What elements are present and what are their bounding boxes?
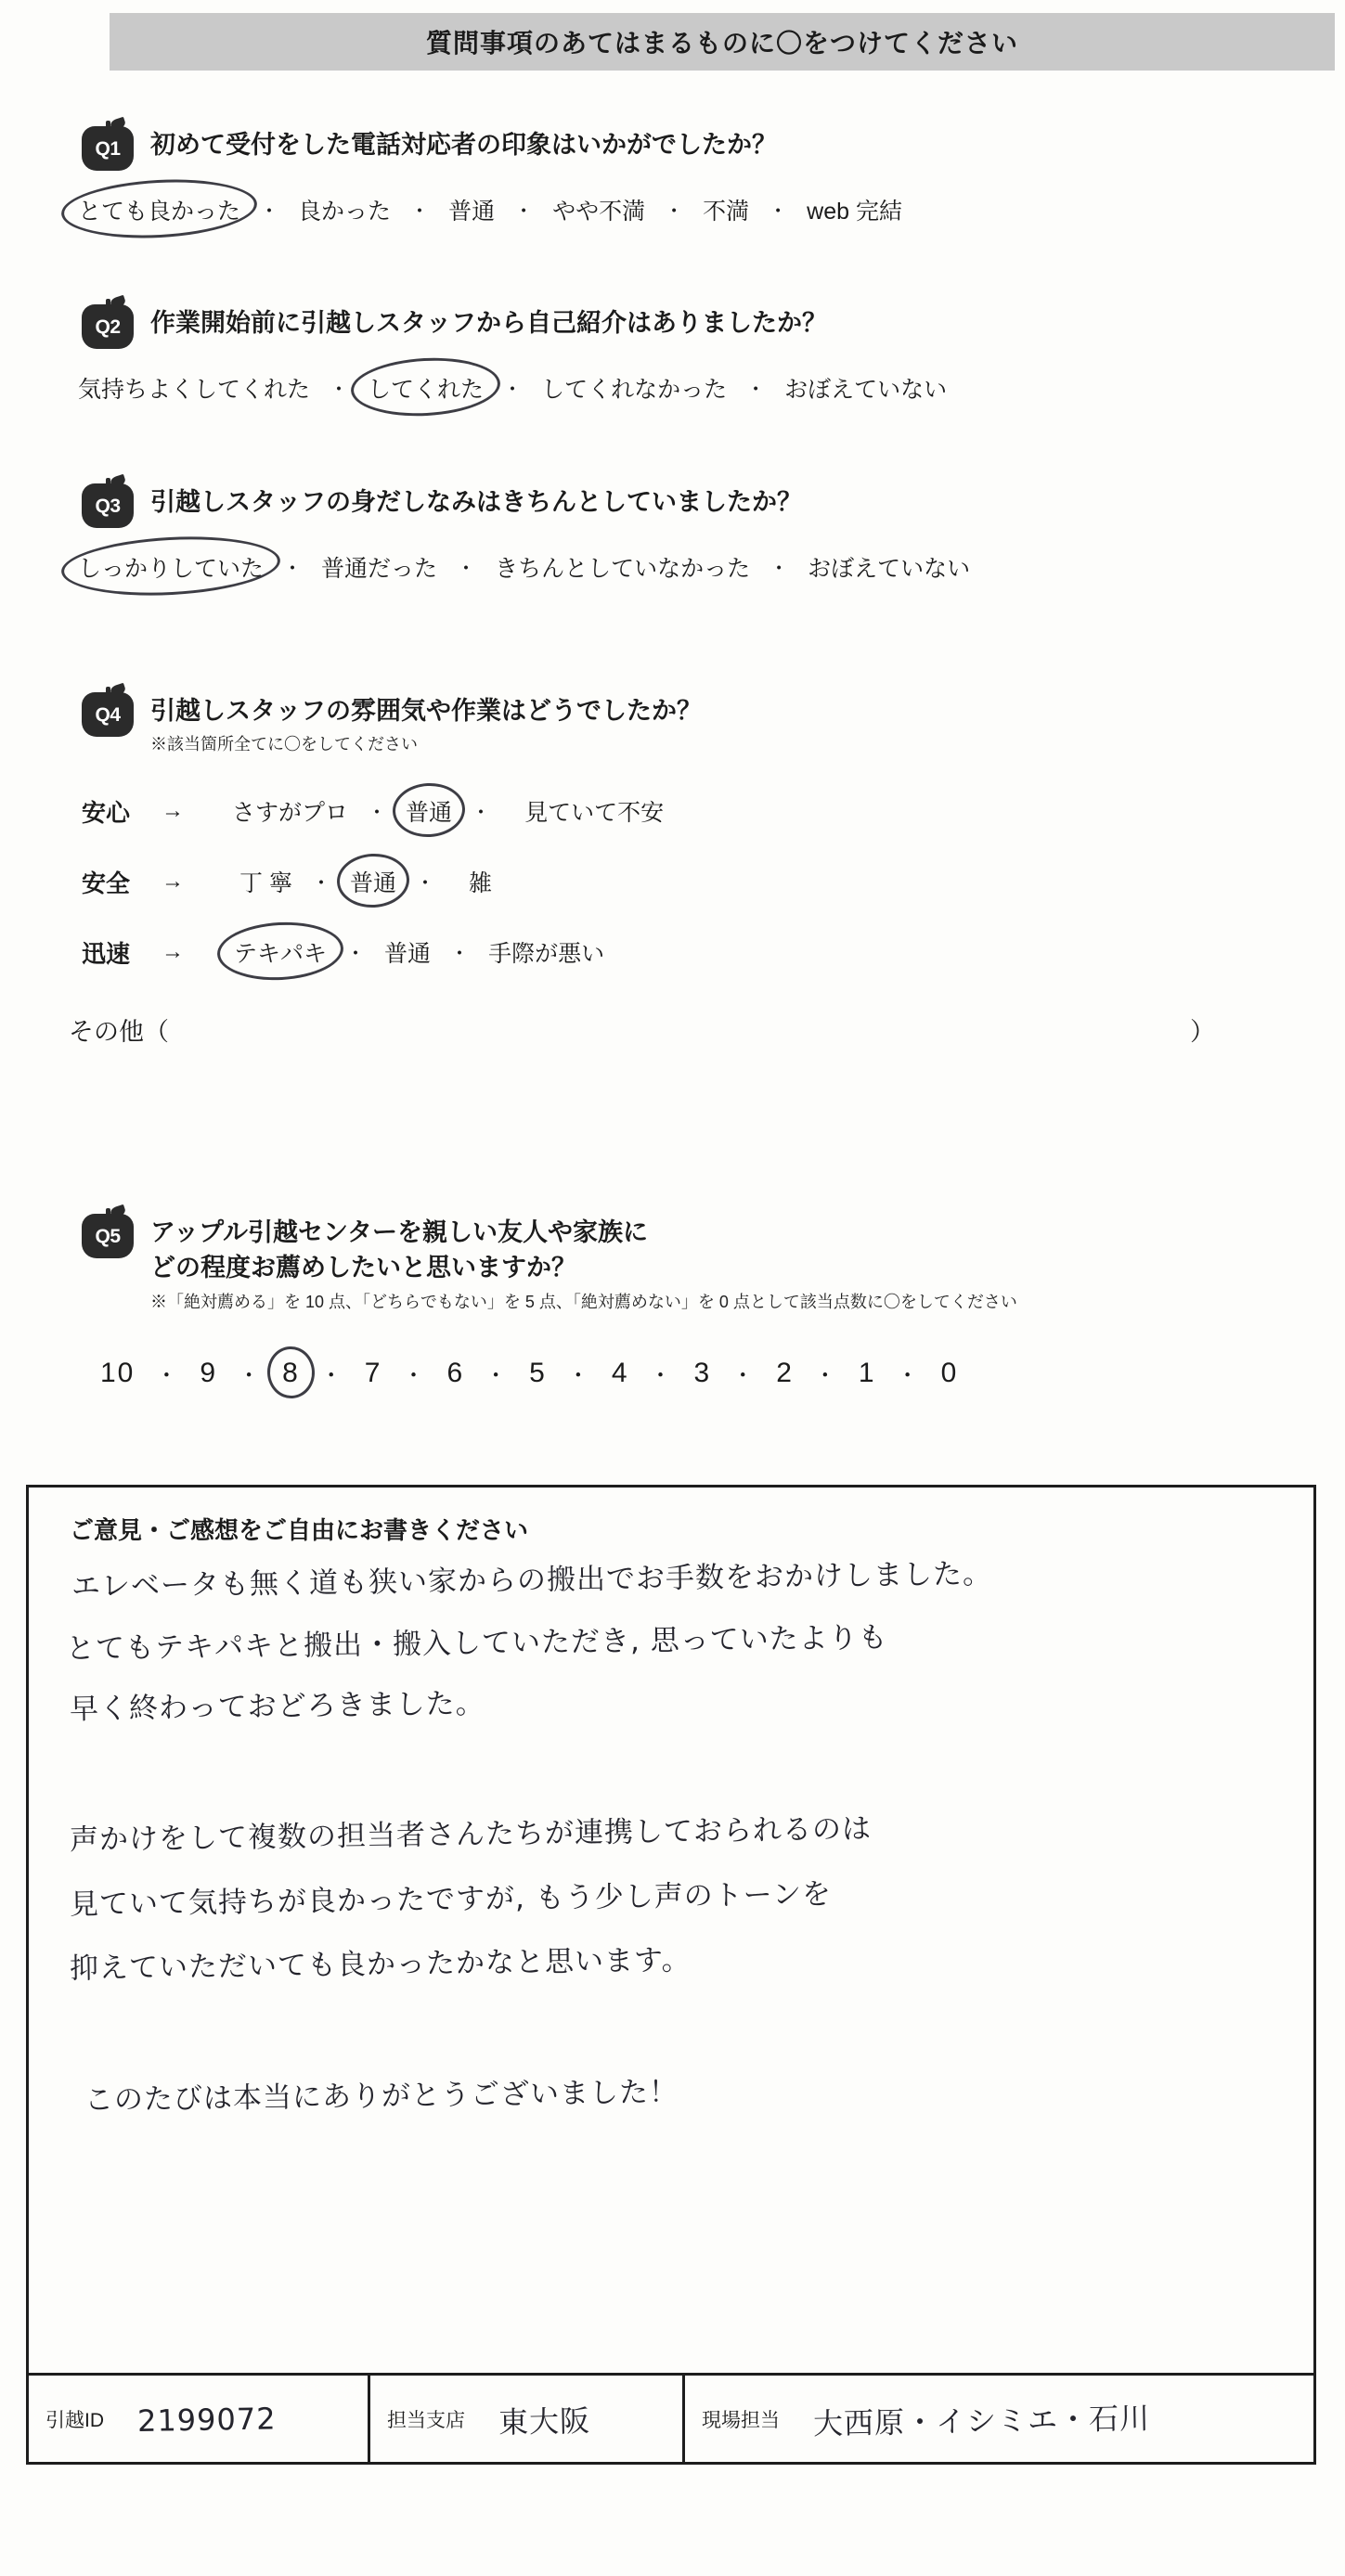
branch-value[interactable]: 東大阪 <box>498 2402 591 2441</box>
q4-row-1-option-1[interactable]: 普通 <box>346 863 400 900</box>
q1-option-2[interactable]: 普通 <box>448 199 496 225</box>
q1-option-0[interactable]: とても良かった <box>74 191 244 228</box>
separator: ・ <box>259 199 280 223</box>
separator: ・ <box>409 199 431 223</box>
q4-row-1-option-0[interactable]: 丁 寧 <box>239 870 292 897</box>
q2-option-3[interactable]: おぼえていない <box>784 377 948 403</box>
apple-badge-icon <box>82 476 134 528</box>
q5-text-line2: どの程度お薦めしたいと思いますか？ <box>150 1254 576 1282</box>
q5-scale-3[interactable]: 3 <box>693 1357 712 1388</box>
question-q4 <box>69 685 1215 1048</box>
q4-other-close: ） <box>1190 1018 1215 1047</box>
q2-options <box>74 369 951 406</box>
q3-options <box>74 548 974 586</box>
q4-row-2-option-2[interactable]: 手際が悪い <box>488 941 605 968</box>
separator: ・ <box>664 199 685 223</box>
comment-line-1: エレベータも無く道も狭い家からの搬出でお手数をおかけしました。 <box>71 1557 993 1604</box>
q3-option-3[interactable]: おぼえていない <box>808 556 971 582</box>
q5-scale-9[interactable]: 9 <box>200 1357 218 1388</box>
arrow-icon: → <box>162 869 184 895</box>
q2-heading <box>82 297 951 349</box>
q4-row-2-label: 迅速 <box>82 939 131 968</box>
question-q2 <box>78 297 951 406</box>
separator: ・ <box>310 870 331 895</box>
q2-option-1[interactable]: してくれた <box>364 369 487 406</box>
q3-option-1[interactable]: 普通だった <box>321 556 438 582</box>
separator: ・ <box>566 1363 591 1389</box>
q4-row-0-option-1[interactable]: 普通 <box>402 792 456 830</box>
separator: ・ <box>449 941 471 965</box>
q4-other-label: その他（ <box>69 1018 169 1047</box>
q2-option-2[interactable]: してくれなかった <box>541 377 728 403</box>
q3-text: 引越しスタッフの身だしなみはきちんとしていましたか？ <box>150 488 802 516</box>
page-title: 質問事項のあてはまるものに〇をつけてください <box>425 29 1018 58</box>
q5-scale-4[interactable]: 4 <box>611 1357 629 1388</box>
separator: ・ <box>813 1363 838 1389</box>
staff-label: 現場担当 <box>702 2409 780 2431</box>
separator: ・ <box>329 377 350 401</box>
q1-option-4[interactable]: 不満 <box>703 199 750 225</box>
q5-scale <box>95 1356 1017 1391</box>
q4-row-2-option-1[interactable]: 普通 <box>384 941 432 968</box>
move-id-label: 引越ID <box>45 2409 104 2431</box>
separator: ・ <box>319 1363 344 1389</box>
comment-line-5: 見ていて気持ちが良かったですが, もう少し声のトーンを <box>69 1877 833 1922</box>
comment-box-title: ご意見・ご感想をご自由にお書きください <box>70 1516 529 1544</box>
q5-scale-7[interactable]: 7 <box>364 1357 382 1388</box>
q5-text-line1: アップル引越センターを親しい友人や家族に <box>150 1218 648 1246</box>
q1-option-5[interactable]: web 完結 <box>807 199 902 225</box>
q1-options <box>74 191 906 228</box>
question-q5 <box>82 1206 1017 1391</box>
q4-row-0-label: 安心 <box>82 798 131 827</box>
question-q1 <box>78 119 906 228</box>
separator: ・ <box>745 377 767 401</box>
q1-badge-label: Q1 <box>95 137 121 160</box>
separator: ・ <box>367 800 388 824</box>
q4-row-0-option-2[interactable]: 見ていて不安 <box>524 800 665 827</box>
q4-row-anzen <box>82 863 1215 900</box>
footer-row <box>26 2376 1316 2465</box>
q4-heading <box>82 685 1215 755</box>
arrow-icon: → <box>162 798 184 824</box>
q2-option-0[interactable]: 気持ちよくしてくれた <box>78 377 311 403</box>
question-q3 <box>78 476 974 586</box>
arrow-icon: → <box>162 939 184 965</box>
comment-box[interactable] <box>26 1485 1316 2376</box>
q2-text: 作業開始前に引越しスタッフから自己紹介はありましたか？ <box>150 309 827 337</box>
comment-line-2: とてもテキパキと搬出・搬入していただき, 思っていたよりも <box>65 1620 888 1667</box>
separator: ・ <box>649 1363 674 1389</box>
q4-row-2-option-0[interactable]: テキパキ <box>230 934 330 971</box>
separator: ・ <box>282 556 304 580</box>
comment-line-3: 早く終わっておどろきました。 <box>69 1686 485 1727</box>
q3-option-2[interactable]: きちんとしていなかった <box>495 556 751 582</box>
separator: ・ <box>768 199 789 223</box>
separator: ・ <box>731 1363 757 1389</box>
q5-scale-5[interactable]: 5 <box>529 1357 547 1388</box>
header-bar <box>110 13 1335 71</box>
q5-badge-label: Q5 <box>95 1225 121 1247</box>
comment-line-6: 抑えていただいても良かったかなと思います。 <box>69 1943 692 1986</box>
q5-scale-10[interactable]: 10 <box>100 1357 136 1388</box>
branch-label: 担当支店 <box>387 2409 465 2431</box>
separator: ・ <box>456 556 477 580</box>
q4-text: 引越しスタッフの雰囲気や作業はどうでしたか？ <box>150 697 702 725</box>
q1-text: 初めて受付をした電話対応者の印象はいかがでしたか？ <box>150 131 777 159</box>
q5-scale-8[interactable]: 8 <box>277 1356 305 1391</box>
q1-heading <box>82 119 906 171</box>
q1-option-3[interactable]: やや不満 <box>552 199 646 225</box>
q1-option-1[interactable]: 良かった <box>298 199 392 225</box>
separator: ・ <box>414 870 435 895</box>
apple-badge-icon <box>82 297 134 349</box>
separator: ・ <box>485 1363 510 1389</box>
q2-badge-label: Q2 <box>95 316 121 338</box>
apple-badge-icon <box>82 119 134 171</box>
q3-option-0[interactable]: しっかりしていた <box>74 548 267 586</box>
separator: ・ <box>155 1363 180 1389</box>
q5-scale-0[interactable]: 0 <box>940 1357 959 1388</box>
q5-heading <box>82 1206 1017 1313</box>
q4-row-anshin <box>82 792 1215 830</box>
q4-note: ※該当箇所全てに〇をしてください <box>150 735 418 754</box>
separator: ・ <box>402 1363 427 1389</box>
q5-scale-2[interactable]: 2 <box>776 1357 794 1388</box>
q4-row-1-label: 安全 <box>82 869 131 897</box>
staff-value[interactable]: 大西原・イシミエ・石川 <box>812 2400 1151 2441</box>
separator: ・ <box>238 1363 263 1389</box>
separator: ・ <box>471 800 492 824</box>
comment-line-4: 声かけをして複数の担当者さんたちが連携しておられるのは <box>69 1811 873 1858</box>
q4-other-row <box>69 1011 1215 1048</box>
comment-line-7: このたびは本当にありがとうございました！ <box>84 2075 679 2118</box>
separator: ・ <box>896 1363 921 1389</box>
move-id-value[interactable]: 2199072 <box>136 2400 277 2439</box>
q4-row-jinsoku <box>82 934 1215 971</box>
q4-badge-label: Q4 <box>95 703 121 726</box>
apple-badge-icon <box>82 1206 134 1258</box>
separator: ・ <box>769 556 790 580</box>
separator: ・ <box>345 941 367 965</box>
q3-badge-label: Q3 <box>95 495 121 517</box>
q4-row-0-option-0[interactable]: さすがプロ <box>232 800 349 827</box>
q5-scale-1[interactable]: 1 <box>858 1357 876 1388</box>
apple-badge-icon <box>82 685 134 737</box>
q5-scale-6[interactable]: 6 <box>446 1357 465 1388</box>
q3-heading <box>82 476 974 528</box>
separator: ・ <box>513 199 535 223</box>
q4-row-1-option-2[interactable]: 雑 <box>469 870 493 897</box>
q5-note: ※「絶対薦める」を 10 点、「どちらでもない」を 5 点、「絶対薦めない」を 0 点として該当点数に〇をしてください <box>150 1292 1017 1311</box>
separator: ・ <box>502 377 524 401</box>
